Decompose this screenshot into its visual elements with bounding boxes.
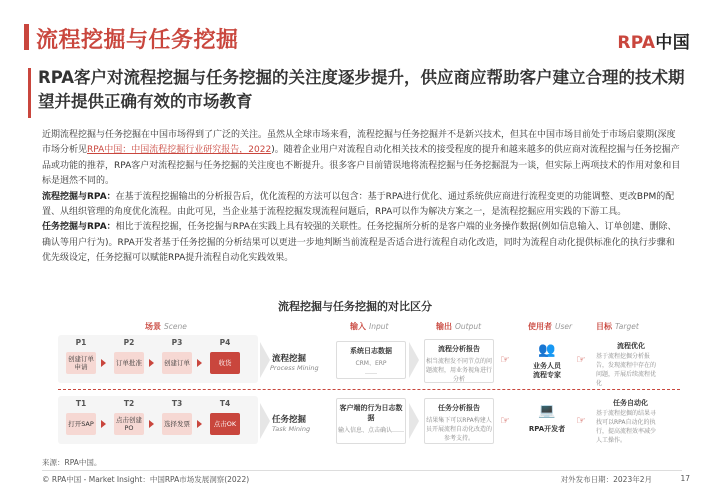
- process-user: 业务人员 流程专家: [533, 362, 561, 379]
- arrow-icon: [101, 359, 106, 367]
- process-target-text: 基于流程挖掘分析报告，发现流程中存在的问题，开展后续流程优化: [596, 353, 657, 387]
- footer-copyright: © RPA中国 - Market Insight：中国RPA市场发展洞察(2022): [42, 475, 250, 484]
- process-input-text: CRM、ERP ……: [355, 360, 387, 376]
- step-label-p3: P3: [171, 338, 183, 347]
- step-p1: 创建订单申请: [66, 352, 96, 374]
- people-icon: 👥: [538, 342, 556, 358]
- pointing-hand-icon: ☞: [576, 353, 586, 366]
- task-output-text: 结果集下可以RPA构建人员开展流程自动化改造的参考支持。: [425, 417, 492, 442]
- task-target-title: 任务自动化: [613, 399, 648, 407]
- p2-lead: 流程挖掘与RPA：: [42, 191, 116, 202]
- pointing-hand-icon: ☞: [500, 414, 510, 427]
- arrow-icon: [101, 420, 106, 428]
- process-input-box: [336, 341, 406, 379]
- logo-rpa: RPA: [617, 33, 656, 53]
- task-user: RPA开发者: [528, 425, 566, 433]
- header-target: 目标 Target: [596, 322, 639, 331]
- p1-before: 近期流程挖掘与任务挖掘在中国市场得到了广泛的关注。虽然从全球市场来看，流程挖掘与任务挖掘并不是新兴技术，但其在中国市场目前处于市场启蒙期(深度市场分析见: [42, 130, 676, 156]
- process-target-title: 流程优化: [617, 342, 645, 350]
- footer-divider: [42, 470, 682, 471]
- task-input-box: [336, 398, 406, 444]
- page-number: 17: [680, 474, 690, 483]
- paragraph-2: [42, 190, 682, 221]
- process-output-box: [424, 339, 494, 383]
- step-label-t4: T4: [219, 399, 231, 408]
- chevron-right-icon: [409, 342, 419, 378]
- task-output-box: [424, 398, 494, 444]
- footer-date: 对外发布日期：2023年2月: [560, 475, 652, 484]
- step-p4: 收货: [210, 352, 240, 374]
- step-label-t2: T2: [123, 399, 135, 408]
- page-title: 流程挖掘与任务挖掘: [36, 28, 239, 53]
- p3-lead: 任务挖掘与RPA：: [42, 222, 116, 233]
- subtitle: RPA客户对流程挖掘与任务挖掘的关注度逐步提升，供应商应帮助客户建立合理的技术期望并提供正确有效的市场教育: [38, 68, 685, 111]
- computer-icon: 💻: [538, 403, 556, 419]
- chevron-right-icon: [409, 403, 419, 439]
- task-input-title: 客户端的行为日志数据: [339, 404, 403, 422]
- step-label-p1: P1: [75, 338, 87, 347]
- arrow-icon: [149, 420, 154, 428]
- chevron-right-icon: [260, 342, 270, 378]
- header-input: 输入 Input: [350, 322, 389, 331]
- p2-text: 在基于流程挖掘输出的分析报告后，优化流程的方法可以包含：基于RPA进行优化、通过系统供应商进行流程变更的功能调整、更改BPM的配置、从组织管理的角度优化流程。由此可见，当企业基于流程挖掘发现流程问题后，RPA可以作为解决方案之一，是流程挖掘应用实践的下游工具。: [42, 191, 675, 218]
- step-label-t1: T1: [75, 399, 87, 408]
- title-accent-bar: [24, 24, 29, 50]
- task-input-text: 输入信息、点击确认……: [337, 427, 404, 434]
- header-output: 输出 Output: [436, 322, 482, 331]
- pointing-hand-icon: ☞: [576, 414, 586, 427]
- process-input-title: 系统日志数据: [350, 347, 392, 355]
- header-user: 使用者 User: [528, 322, 573, 331]
- diagram-title: 流程挖掘与任务挖掘的对比区分: [278, 300, 432, 313]
- arrow-icon: [149, 359, 154, 367]
- task-mining-en: Task Mining: [272, 425, 311, 433]
- subtitle-accent-bar: [28, 68, 31, 118]
- step-label-p4: P4: [219, 338, 231, 347]
- task-mining-label: 任务挖掘: [272, 415, 307, 425]
- arrow-icon: [197, 420, 202, 428]
- body-text: [42, 128, 682, 267]
- p3-text: 相比于流程挖掘，任务挖掘与RPA在实践上具有较强的关联性。任务挖掘所分析的是客户端的业务操作数据(例如信息输入、订单创建、删除、确认等用户行为)。RPA开发者基于任务挖掘的分析结果可以更进一步地判断当前流程是否适合进行流程自动化改造，同时为流程自动化提供标准化的执行步骤和优先级设定，任务挖掘可以赋能RPA提升流程自动化实践效果。: [42, 222, 677, 264]
- process-output-text: 相当流程发不同节点的问题流程，用业务视角进行分析: [425, 358, 492, 383]
- logo-cn: 中国: [655, 33, 690, 53]
- step-t1: 打开SAP: [66, 413, 96, 435]
- paragraph-3: [42, 220, 682, 266]
- process-output-title: 流程分析报告: [438, 345, 480, 353]
- step-t2: 点击创建PO: [114, 413, 144, 435]
- p1-after: )。随着企业用户对流程自动化相关技术的接受程度的提升和越来越多的供应商对流程挖掘与任务挖掘产品或功能的推荐，RPA客户对流程挖掘与任务挖掘的关注度也不断提升。很多客户目前错误地将流程挖掘与任务挖掘混为一谈，但实际上两项技术的作用对象和目标是迥然不同的。: [42, 145, 681, 187]
- source-note: 来源：RPA中国。: [42, 458, 102, 467]
- step-label-t3: T3: [171, 399, 183, 408]
- pointing-hand-icon: ☞: [500, 353, 510, 366]
- step-p2: 订单批准: [114, 352, 144, 374]
- step-t4: 点击OK: [210, 413, 240, 435]
- report-link[interactable]: RPA中国：中国流程挖掘行业研究报告，2022: [87, 145, 272, 156]
- paragraph-1: [42, 128, 682, 190]
- process-mining-en: Process Mining: [270, 364, 319, 372]
- process-mining-label: 流程挖掘: [272, 354, 307, 364]
- step-p3: 创建订单: [162, 352, 192, 374]
- row-divider: [58, 389, 680, 390]
- task-output-title: 任务分析报告: [438, 404, 480, 412]
- brand-logo: [617, 28, 690, 53]
- arrow-icon: [197, 359, 202, 367]
- task-target-text: 基于流程挖掘的结果寻找可以RPA自动化的执行，提高流程效率减少人工操作。: [596, 410, 657, 444]
- step-label-p2: P2: [123, 338, 135, 347]
- step-t3: 选择发票: [162, 413, 192, 435]
- header-scene: 场景 Scene: [145, 322, 187, 331]
- chevron-right-icon: [260, 403, 270, 439]
